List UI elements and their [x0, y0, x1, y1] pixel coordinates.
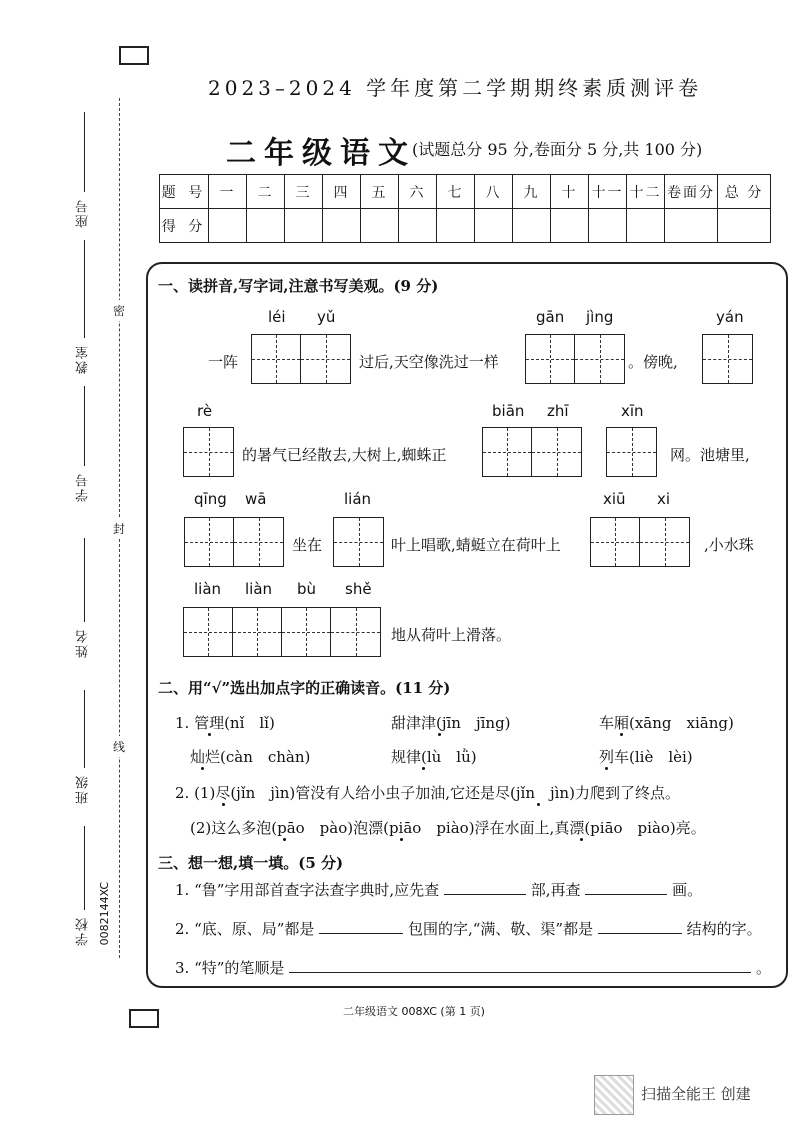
writing-cell[interactable]	[532, 428, 581, 476]
stroke-order-blank[interactable]	[289, 958, 751, 973]
q2-item-guilu[interactable]: 规律(lù lǜ)	[391, 748, 477, 766]
score-cell[interactable]	[627, 209, 665, 243]
seal-char-mi: 密	[113, 300, 125, 321]
pinyin-yu: yǔ	[317, 308, 336, 326]
score-row-label: 得 分	[160, 209, 209, 243]
student-id-fill-line[interactable]	[84, 386, 85, 466]
seat-fill-line[interactable]	[84, 112, 85, 192]
emphasis-dot	[438, 733, 441, 736]
q2-item-pao-piao[interactable]: (2)这么多泡(pāo pào)泡漂(piāo piào)浮在水面上,真漂(piāo piào)亮。	[190, 819, 706, 837]
writing-cell[interactable]	[185, 518, 234, 566]
score-header-cell: 卷面分	[665, 175, 718, 209]
pinyin-lei: léi	[268, 308, 286, 326]
score-header-cell: 八	[475, 175, 513, 209]
school-fill-line[interactable]	[84, 826, 85, 910]
qr-code-icon	[594, 1075, 634, 1115]
emphasis-dot	[201, 767, 204, 770]
writing-cell[interactable]	[703, 335, 752, 383]
writing-cell[interactable]	[640, 518, 689, 566]
score-header-cell: 九	[513, 175, 551, 209]
writing-cell[interactable]	[607, 428, 656, 476]
class-fill-line[interactable]	[84, 690, 85, 768]
q3-heading: 三、想一想,填一填。(5 分)	[158, 854, 344, 872]
q1-text-2: 过后,天空像洗过一样	[359, 353, 499, 371]
tianzige-lian[interactable]	[333, 517, 384, 567]
q1-text-5: 网。池塘里,	[670, 446, 750, 464]
pinyin-she: shě	[345, 580, 372, 598]
q3-line-1-part-a: 1. “鲁”字用部首查字法查字典时,应先查	[175, 881, 440, 899]
q2-item-guanli[interactable]: 1. 管理(nǐ lǐ)	[175, 714, 275, 732]
pinyin-bu: bù	[297, 580, 317, 598]
q1-text-1: 一阵	[208, 353, 239, 371]
sidebar-label-name: 姓名	[76, 628, 91, 658]
writing-cell[interactable]	[184, 428, 233, 476]
pinyin-zhi: zhī	[547, 402, 569, 420]
tianzige-ganjing[interactable]	[525, 334, 625, 384]
score-header-cell: 二	[247, 175, 285, 209]
emphasis-dot	[222, 803, 225, 806]
score-cell[interactable]	[437, 209, 475, 243]
writing-cell[interactable]	[591, 518, 640, 566]
writing-cell[interactable]	[483, 428, 532, 476]
writing-cell[interactable]	[234, 518, 283, 566]
emphasis-dot	[283, 838, 286, 841]
pinyin-yan: yán	[716, 308, 744, 326]
tianzige-bianzhi[interactable]	[482, 427, 582, 477]
emphasis-dot	[580, 838, 583, 841]
score-header-cell: 五	[361, 175, 399, 209]
score-header-cell: 十	[551, 175, 589, 209]
tianzige-qingwa[interactable]	[184, 517, 284, 567]
q1-text-3: 。傍晚,	[628, 353, 678, 371]
q3-line-2-part-b: 包围的字,“满、敬、渠”都是	[407, 920, 594, 938]
score-header-cell: 三	[285, 175, 323, 209]
score-cell[interactable]	[665, 209, 718, 243]
pinyin-qing: qīng	[194, 490, 227, 508]
score-header-cell: 四	[323, 175, 361, 209]
corner-mark-bottom	[129, 1009, 159, 1028]
score-table-score-row	[160, 209, 771, 243]
score-header-cell: 总 分	[718, 175, 771, 209]
tianzige-xin[interactable]	[606, 427, 657, 477]
tianzige-re[interactable]	[183, 427, 234, 477]
score-cell[interactable]	[247, 209, 285, 243]
score-cell[interactable]	[589, 209, 627, 243]
score-cell[interactable]	[323, 209, 361, 243]
score-cell[interactable]	[551, 209, 589, 243]
q2-item-chexiang[interactable]: 车厢(xāng xiāng)	[599, 714, 734, 732]
pinyin-lian-2: liàn	[245, 580, 273, 598]
score-table-header-row	[160, 175, 771, 209]
q3-line-1-part-b: 部,再查	[530, 881, 581, 899]
writing-cell[interactable]	[334, 518, 383, 566]
emphasis-dot	[400, 838, 403, 841]
q2-item-lieche[interactable]: 列车(liè lèi)	[599, 748, 693, 766]
classroom-fill-line[interactable]	[84, 240, 85, 338]
emphasis-dot	[422, 767, 425, 770]
q3-line-3-part-b: 。	[755, 959, 771, 977]
writing-cell[interactable]	[331, 608, 380, 656]
q3-line-2	[175, 918, 762, 939]
sidebar-label-school: 学校	[76, 916, 91, 946]
q3-line-1	[175, 879, 702, 900]
q2-item-tianjinjin[interactable]: 甜津津(jīn jīng)	[391, 714, 511, 732]
pinyin-gan: gān	[536, 308, 565, 326]
score-header-cell: 题 号	[160, 175, 209, 209]
score-header-cell: 十二	[627, 175, 665, 209]
score-header-cell: 六	[399, 175, 437, 209]
writing-cell[interactable]	[233, 608, 282, 656]
score-table	[159, 174, 771, 243]
score-header-cell: 十一	[589, 175, 627, 209]
pinyin-re: rè	[197, 402, 213, 420]
tianzige-leiyu[interactable]	[251, 334, 351, 384]
tianzige-yan[interactable]	[702, 334, 753, 384]
seal-char-feng: 封	[113, 518, 125, 539]
q2-item-jin[interactable]: 2. (1)尽(jǐn jìn)管没有人给小虫子加油,它还是尽(jǐn jìn)力爬到了终点。	[175, 784, 680, 802]
q3-line-3	[175, 957, 771, 978]
score-cell[interactable]	[285, 209, 323, 243]
score-cell[interactable]	[718, 209, 771, 243]
q3-line-2-part-a: 2. “底、原、局”都是	[175, 920, 315, 938]
score-cell[interactable]	[513, 209, 551, 243]
q1-text-7: 叶上唱歌,蜻蜓立在荷叶上	[391, 536, 561, 554]
q1-text-9: 地从荷叶上滑落。	[391, 626, 512, 644]
pinyin-wa: wā	[245, 490, 267, 508]
emphasis-dot	[605, 767, 608, 770]
q1-text-4: 的暑气已经散去,大树上,蜘蛛正	[242, 446, 447, 464]
pinyin-xin: xīn	[621, 402, 644, 420]
exam-subtitle: 2023–2024 学年度第二学期期终素质测评卷	[208, 76, 703, 100]
sidebar-label-class: 班级	[76, 774, 91, 804]
score-cell[interactable]	[475, 209, 513, 243]
q2-heading: 二、用“√”选出加点字的正确读音。(11 分)	[158, 679, 451, 697]
emphasis-dot	[537, 803, 540, 806]
enclosure-type-blank[interactable]	[319, 919, 403, 934]
tianzige-lianlianbushe[interactable]	[183, 607, 381, 657]
exam-score-note: (试题总分 95 分,卷面分 5 分,共 100 分)	[412, 140, 703, 159]
corner-mark-top	[119, 46, 149, 65]
page-footer: 二年级语文 008XC (第 1 页)	[343, 1005, 485, 1018]
name-fill-line[interactable]	[84, 538, 85, 622]
structure-type-blank[interactable]	[598, 919, 682, 934]
sidebar-label-seat: 座号	[76, 198, 91, 228]
q3-line-2-part-c: 结构的字。	[686, 920, 762, 938]
score-header-cell: 七	[437, 175, 475, 209]
radical-answer-blank[interactable]	[444, 880, 526, 895]
pinyin-bian: biān	[492, 402, 525, 420]
q3-line-1-part-c: 画。	[672, 881, 703, 899]
q1-text-8: ,小水珠	[704, 536, 754, 554]
q1-text-6: 坐在	[292, 536, 323, 554]
emphasis-dot	[620, 733, 623, 736]
q1-heading: 一、读拼音,写字词,注意书写美观。(9 分)	[158, 277, 439, 295]
q2-item-canlan[interactable]: 灿烂(càn chàn)	[190, 748, 311, 766]
score-cell[interactable]	[399, 209, 437, 243]
scanner-watermark: 扫描全能王 创建	[641, 1085, 751, 1103]
sidebar-label-student-id: 学号	[76, 472, 91, 502]
writing-cell[interactable]	[184, 608, 233, 656]
pinyin-lian: lián	[344, 490, 372, 508]
writing-cell[interactable]	[282, 608, 331, 656]
sidebar-code: 0082144XC	[98, 882, 111, 946]
writing-cell[interactable]	[526, 335, 575, 383]
writing-cell[interactable]	[575, 335, 624, 383]
pinyin-lian-1: liàn	[194, 580, 222, 598]
score-header-cell: 一	[209, 175, 247, 209]
pinyin-jing: jìng	[586, 308, 614, 326]
writing-cell[interactable]	[252, 335, 301, 383]
q3-line-3-part-a: 3. “特”的笔顺是	[175, 959, 285, 977]
emphasis-dot	[208, 733, 211, 736]
tianzige-xiuxi[interactable]	[590, 517, 690, 567]
writing-cell[interactable]	[301, 335, 350, 383]
exam-title: 二年级语文	[226, 136, 416, 171]
sidebar-label-classroom: 教室	[76, 344, 91, 374]
seal-char-xian: 线	[113, 736, 125, 757]
score-cell[interactable]	[361, 209, 399, 243]
stroke-count-blank[interactable]	[585, 880, 667, 895]
pinyin-xiu: xiū	[603, 490, 626, 508]
pinyin-xi: xi	[657, 490, 671, 508]
score-cell[interactable]	[209, 209, 247, 243]
